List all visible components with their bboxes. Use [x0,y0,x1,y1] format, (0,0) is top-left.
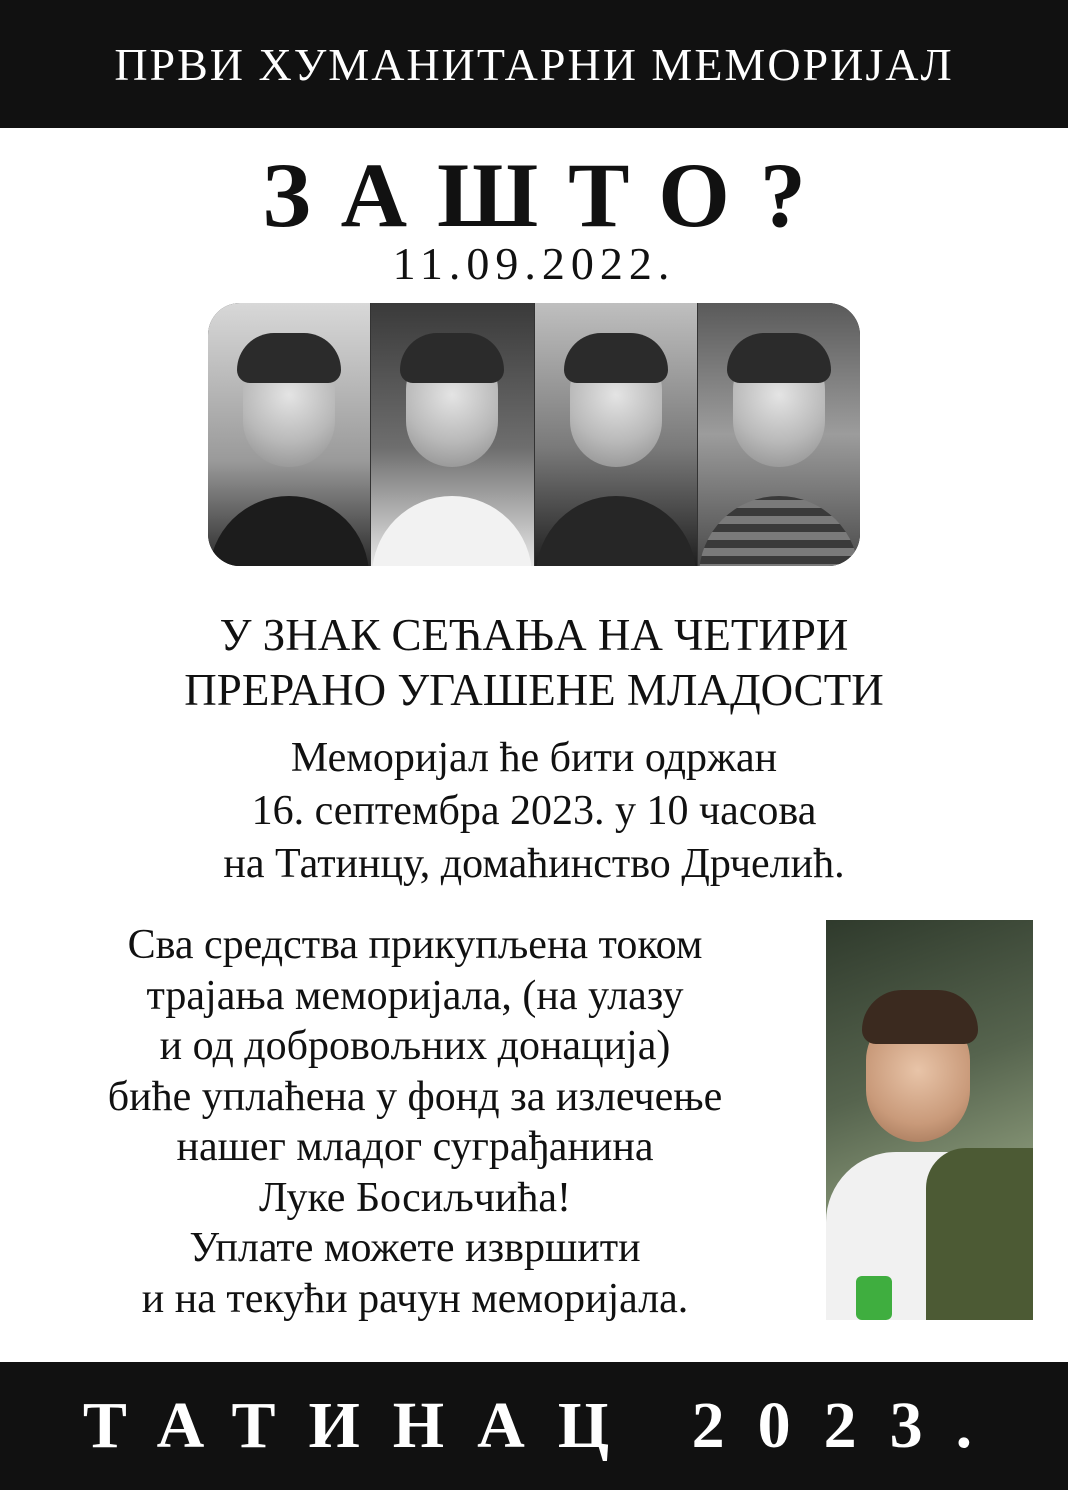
donation-line: и на текући рачун меморијала. [141,1275,689,1322]
child-photo [826,920,1033,1320]
portrait-photo [535,303,698,566]
headline-question: ЗАШТО? [262,144,836,246]
heading-line: У ЗНАК СЕЋАЊА НА ЧЕТИРИ [219,610,849,660]
event-line: на Татинцу, домаћинство Дрчелић. [223,841,845,887]
footer-banner [0,1362,1068,1490]
header-title: ПРВИ ХУМАНИТАРНИ МЕМОРИЈАЛ [114,38,954,90]
donation-line: биће уплаћена у фонд за излечење [107,1073,723,1120]
donation-line: Сва средства прикупљена током [127,922,703,968]
footer-title: ТАТИНАЦ 2023. [82,1389,1006,1462]
memorial-date: 11.09.2022. [392,238,676,289]
donation-line: нашег младог суграђанина [176,1124,654,1170]
event-line: 16. септембра 2023. у 10 часова [251,788,817,834]
heading-line: ПРЕРАНО УГАШЕНЕ МЛАДОСТИ [184,665,884,715]
event-line: Меморијал ће бити одржан [290,735,778,781]
event-details [0,732,1068,891]
header-banner [0,0,1068,128]
donation-line: и од добровољних донација) [159,1023,671,1069]
memorial-photo-strip [208,303,860,566]
donation-line: трајања меморијала, (на улазу [146,972,684,1019]
remembrance-heading [0,608,1068,718]
portrait-photo [208,303,371,566]
donation-text [30,920,800,1324]
donation-line: Луке Босиљчића! [259,1174,571,1221]
donation-line: Уплате можете извршити [189,1225,641,1271]
portrait-photo [371,303,534,566]
portrait-photo [698,303,860,566]
